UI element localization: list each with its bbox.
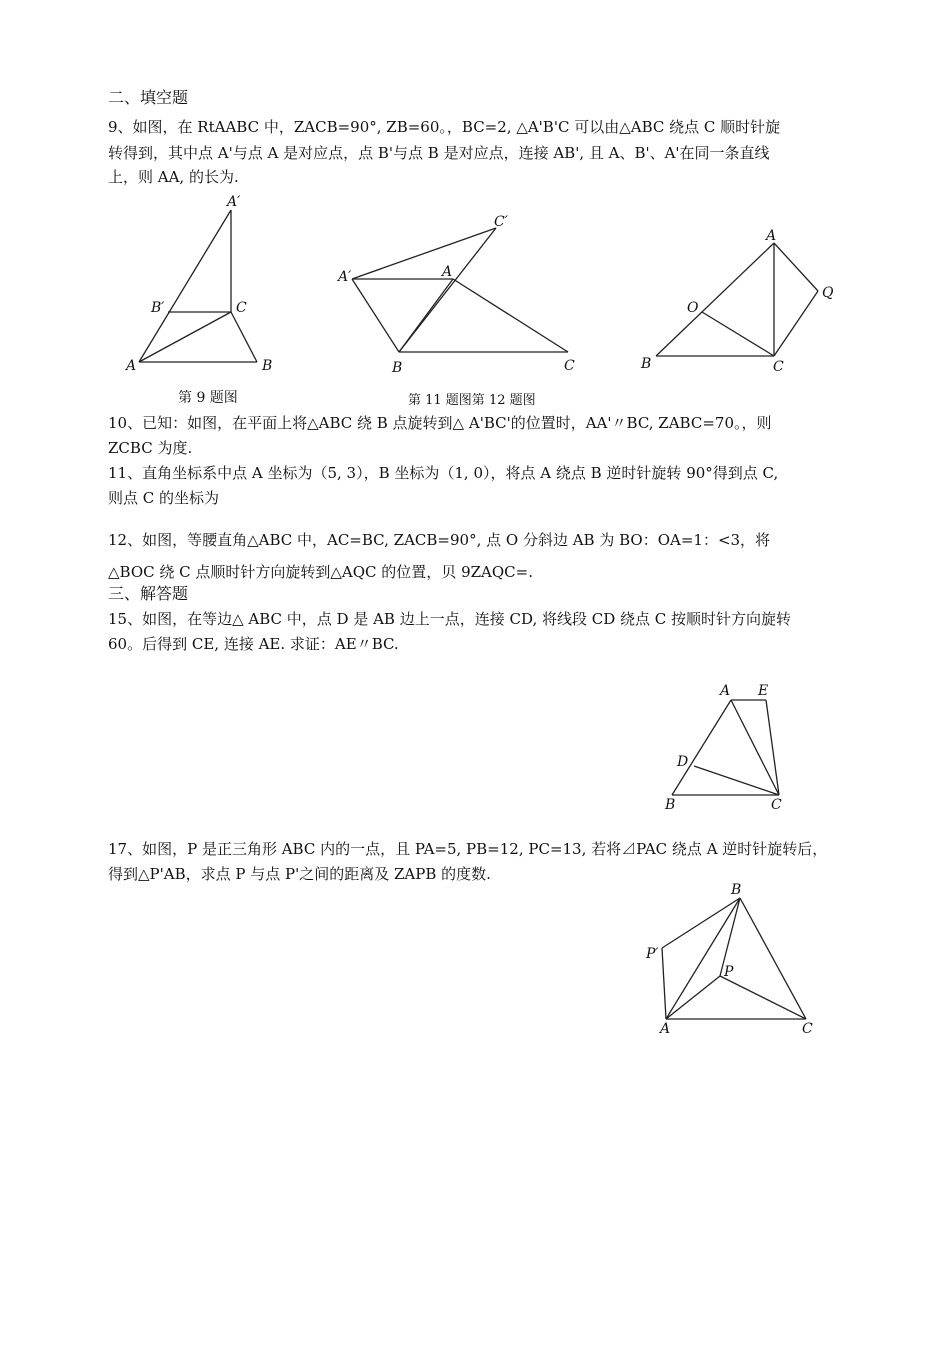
q9-line-1: 9、如图，在 RtAABC 中，ZACB=90°, ZB=60。，BC=2, △A'B'C 可以由△ABC 绕点 C 顺时针旋 <box>108 118 781 136</box>
q12-line-1: 12、如图，等腰直角△ABC 中，AC=BC, ZACB=90°, 点 O 分斜边 AB 为 BO：OA=1：<3，将 <box>108 531 771 549</box>
fig9-label-Ap: A′ <box>227 194 241 210</box>
fig12-label-C: C <box>773 359 784 375</box>
q17-line-1: 17、如图，P 是正三角形 ABC 内的一点，且 PA=5, PB=12, PC=13, 若将⊿PAC 绕点 A 逆时针旋转后， <box>108 840 828 858</box>
q15-line-1: 15、如图，在等边△ ABC 中，点 D 是 AB 边上一点，连接 CD, 将线段 CD 绕点 C 按顺时针方向旋转 <box>108 610 792 628</box>
fig11-label-Cp: C′ <box>494 214 508 230</box>
figure-17-diagram <box>645 882 813 1037</box>
fig11-label-C: C <box>564 358 575 374</box>
fig12-label-B: B <box>641 356 652 372</box>
figure-9-diagram <box>124 194 272 374</box>
fig9-label-Bp: B′ <box>151 300 165 316</box>
fig15-label-B: B <box>665 797 676 813</box>
q9-line-2: 转得到，其中点 A'与点 A 是对应点，点 B'与点 B 是对应点，连接 AB', 且 A、B'、A'在同一条直线 <box>108 144 770 162</box>
figure-11-diagram <box>336 214 575 376</box>
q15-line-2: 60。后得到 CE, 连接 AE. 求证：AE〃BC. <box>108 635 399 653</box>
fig12-label-A: A <box>766 228 777 244</box>
q11-line-1: 11、直角坐标系中点 A 坐标为（5, 3），B 坐标为（1, 0），将点 A 绕点 B 逆时针旋转 90°得到点 C, <box>108 464 779 482</box>
fig12-label-Q: Q <box>822 285 834 301</box>
fig15-label-C: C <box>771 797 782 813</box>
fig9-label-C: C <box>236 300 247 316</box>
q10-line-1: 10、已知：如图，在平面上将△ABC 绕 B 点旋转到△ A'BC'的位置时，AA'〃BC, ZABC=70。，则 <box>108 414 772 432</box>
fig17-label-B: B <box>731 882 742 898</box>
fig11-label-A: A <box>442 264 453 280</box>
figure-15-diagram <box>664 683 782 813</box>
q11-line-2: 则点 C 的坐标为 <box>108 489 220 507</box>
fig9-label-B: B <box>262 358 273 374</box>
fig15-label-D: D <box>677 754 689 770</box>
section-3-title: 三、解答题 <box>108 584 189 603</box>
fig11-label-B: B <box>392 360 403 376</box>
q9-line-3: 上，则 AA, 的长为. <box>108 168 239 186</box>
fig17-label-A: A <box>660 1021 671 1037</box>
fig11-label-Ap: A′ <box>338 269 352 285</box>
q12-line-2: △BOC 绕 C 点顺时针方向旋转到△AQC 的位置，贝 9ZAQC=. <box>108 563 533 581</box>
fig9-label-A: A <box>126 358 137 374</box>
section-2-title: 二、填空题 <box>108 88 189 107</box>
figure-9-caption: 第 9 题图 <box>178 390 238 406</box>
fig15-label-E: E <box>758 683 769 699</box>
fig17-label-Pp: P′ <box>646 946 659 962</box>
q10-line-2: ZCBC 为度. <box>108 439 193 457</box>
fig15-label-A: A <box>720 683 731 699</box>
q17-line-2: 得到△P'AB，求点 P 与点 P'之间的距离及 ZAPB 的度数. <box>108 865 491 883</box>
figure-11-12-caption: 第 11 题图第 12 题图 <box>408 393 536 408</box>
fig17-label-C: C <box>802 1021 813 1037</box>
fig12-label-O: O <box>687 300 699 316</box>
fig17-label-P: P <box>724 964 734 980</box>
figure-12-diagram <box>640 228 834 375</box>
